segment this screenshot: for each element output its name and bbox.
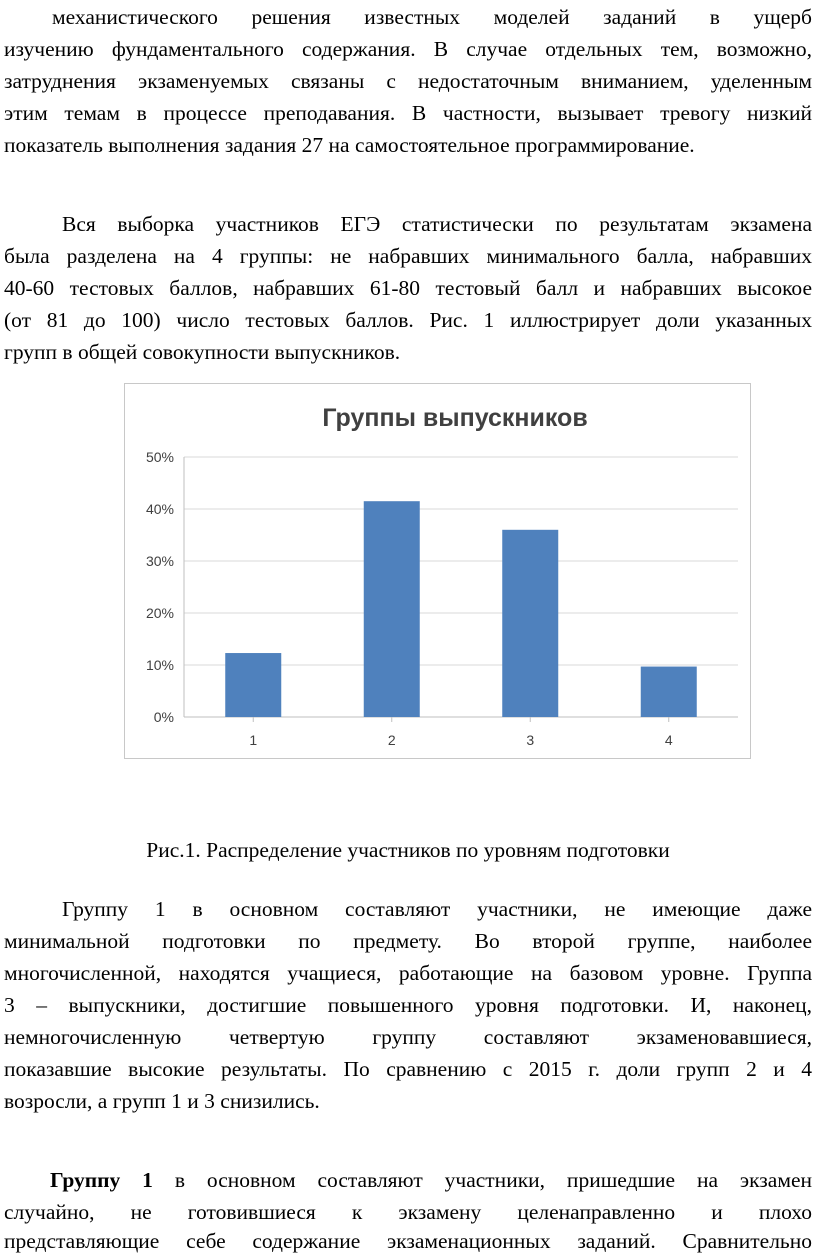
paragraph-4-line-3: представляющие себе содержание экзаменационных заданий. Сравнительно (4, 1229, 812, 1253)
paragraph-3-line-7: возросли, а групп 1 и 3 снизились. (4, 1089, 320, 1113)
y-tick-label: 20% (145, 605, 174, 621)
bar-chart-svg (125, 384, 750, 758)
paragraph-2-line-1: Вся выборка участников ЕГЭ статистически по результатам экзамена (62, 212, 812, 236)
paragraph-3-line-3: многочисленной, находятся учащиеся, работающие на базовом уровне. Группа (4, 961, 812, 985)
paragraph-2-line-4: (от 81 до 100) число тестовых баллов. Рис. 1 иллюстрирует доли указанных (4, 308, 812, 332)
bar-2 (364, 501, 420, 717)
paragraph-4-bold-lead: Группу 1 (50, 1168, 153, 1192)
x-tick-label: 1 (249, 732, 258, 748)
y-tick-label: 10% (145, 657, 174, 673)
figure-caption: Рис.1. Распределение участников по уровням подготовки (146, 838, 670, 862)
paragraph-3-line-6: показавшие высокие результаты. По сравнению с 2015 г. доли групп 2 и 4 (4, 1057, 812, 1081)
bar-3 (502, 530, 558, 717)
paragraph-3-line-4: 3 – выпускники, достигшие повышенного уровня подготовки. И, наконец, (4, 993, 812, 1017)
paragraph-4-line-1-rest: в основном составляют участники, пришедшие на экзамен (152, 1168, 812, 1192)
bar-4 (641, 667, 697, 717)
paragraph-2-line-3: 40-60 тестовых баллов, набравших 61-80 тестовый балл и набравших высокое (4, 276, 812, 300)
paragraph-4-line-2: случайно, не готовившиеся к экзамену целенаправленно и плохо (4, 1200, 812, 1224)
paragraph-2-line-5: групп в общей совокупности выпускников. (4, 340, 401, 364)
bar-1 (225, 653, 281, 717)
bar-chart (124, 383, 751, 759)
paragraph-1-line-2: изучению фундаментального содержания. В случае отдельных тем, возможно, (4, 37, 812, 61)
x-tick-label: 2 (387, 732, 396, 748)
paragraph-2-line-2: была разделена на 4 группы: не набравших минимального балла, набравших (4, 244, 812, 268)
paragraph-3-line-5: немногочисленную четвертую группу составляют экзаменовавшиеся, (4, 1025, 812, 1049)
paragraph-1-line-4: этим темам в процессе преподавания. В частности, вызывает тревогу низкий (4, 101, 812, 125)
y-tick-label: 40% (145, 501, 174, 517)
paragraph-4-line-1 (50, 1167, 812, 1194)
x-tick-label: 3 (526, 732, 535, 748)
y-tick-label: 0% (153, 709, 174, 725)
paragraph-1-line-3: затруднения экзаменуемых связаны с недостаточным вниманием, уделенным (4, 69, 812, 93)
paragraph-1-line-1: механистического решения известных моделей заданий в ущерб (52, 5, 812, 29)
y-tick-label: 50% (145, 449, 174, 465)
chart-title: Группы выпускников (322, 404, 588, 432)
paragraph-1-line-5: показатель выполнения задания 27 на самостоятельное программирование. (4, 133, 695, 157)
paragraph-3-line-1: Группу 1 в основном составляют участники, не имеющие даже (62, 897, 812, 921)
y-tick-label: 30% (145, 553, 174, 569)
x-tick-label: 4 (664, 732, 673, 748)
paragraph-3-line-2: минимальной подготовки по предмету. Во второй группе, наиболее (4, 929, 812, 953)
